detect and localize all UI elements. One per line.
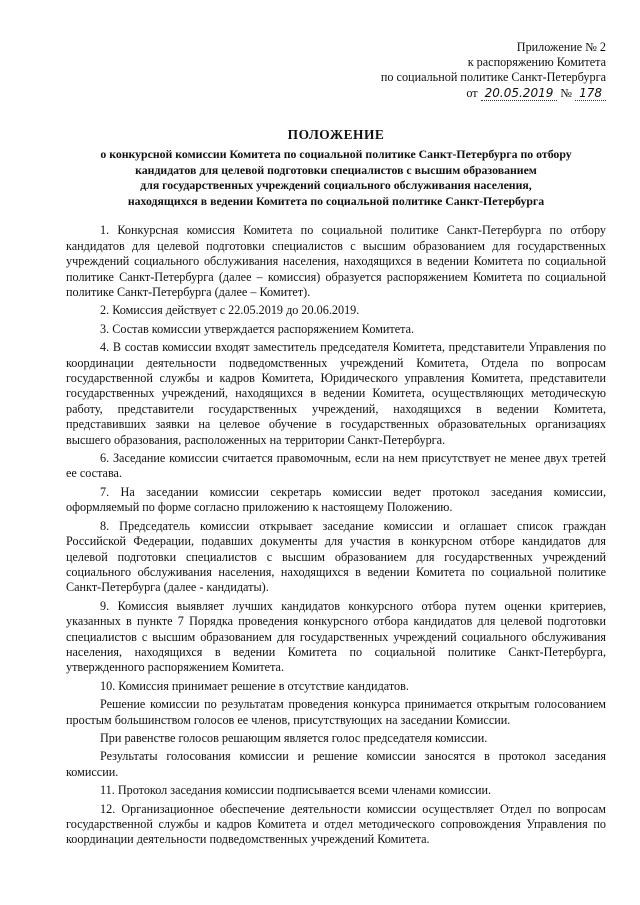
paragraph-1: 1. Конкурсная комиссия Комитета по социальной политике Санкт-Петербурга по отбору кандидатов для целевой подготовки специалистов с высшим образованием для государственных учреждений социального обслуживания населения, находящихся в ведении Комитета по социальной политике Санкт-Петербурга (далее – комиссия) образуется распоряжением Комитета по социальной политике Санкт-Петербурга (далее – Комитет).: [66, 223, 606, 299]
paragraph-7: 7. На заседании комиссии секретарь комиссии ведет протокол заседания комиссии, оформляемый по форме согласно приложению к настоящему Положению.: [66, 484, 606, 515]
annex-line-2: к распоряжению Комитета: [467, 55, 606, 69]
paragraph-9: 9. Комиссия выявляет лучших кандидатов конкурсного отбора путем оценки критериев, указанных в пункте 7 Порядка проведения конкурсного отбора кандидатов для целевой подготовки специалистов с высшим образованием для государственных учреждений социального обслуживания населения, находящихся в ведении Комитета по социальной политике Санкт-Петербурга, утвержденного распоряжением Комитета.: [66, 598, 606, 675]
paragraph-tie: При равенстве голосов решающим является голос председателя комиссии.: [100, 730, 488, 745]
handwritten-number: 178: [575, 86, 606, 101]
document-title: ПОЛОЖЕНИЕ: [287, 127, 385, 142]
annex-line-3: по социальной политике Санкт-Петербурга: [380, 70, 606, 84]
paragraph-6: 6. Заседание комиссии считается правомочным, если на нем присутствует не менее двух третей ее состава.: [66, 451, 606, 481]
document-body: [66, 223, 606, 847]
date-prefix: от: [466, 86, 478, 100]
number-prefix: №: [560, 86, 573, 100]
paragraph-12: 12. Организационное обеспечение деятельности комиссии осуществляет Отдел по вопросам государственной службы и кадров Комитета и отдел методического сопровождения Управления по координации деятельности подведомственных учреждений Комитета.: [66, 801, 606, 847]
paragraph-2: 2. Комиссия действует с 22.05.2019 до 20.06.2019.: [100, 303, 360, 318]
handwritten-date: 20.05.2019: [481, 86, 558, 101]
paragraph-8: 8. Председатель комиссии открывает заседание комиссии и оглашает список граждан Российской Федерации, подавших документы для участия в конкурсном отборе кандидатов для целевой подготовки специалистов с высшим образованием для государственных учреждений социального обслуживания населения, находящихся в ведении Комитета по социальной политике Санкт-Петербурга (далее - кандидаты).: [66, 518, 606, 595]
paragraph-3: 3. Состав комиссии утверждается распоряжением Комитета.: [100, 321, 415, 336]
document-subtitle: [66, 147, 606, 209]
paragraph-4: 4. В состав комиссии входят заместитель председателя Комитета, представители Управления по координации деятельности подведомственных учреждений Комитета, Отдела по вопросам государственной службы и кадров Комитета, Юридического управления Комитета, представители государственных учреждений, находящихся в ведении Комитета, осуществляющих методическую работу, представители государственных учреждений, находящихся в ведении Комитета, представивших заявки на целевое обучение в государственных образовательных организациях высшего образования, расположенных на территории Санкт-Петербурга.: [66, 340, 606, 447]
subtitle-line: о конкурсной комиссии Комитета по социальной политике Санкт-Петербурга по отбору: [100, 147, 572, 161]
annex-date-line: [66, 86, 606, 101]
paragraph-results: Результаты голосования комиссии и решение комиссии заносятся в протокол заседания комиссии.: [66, 749, 606, 779]
paragraph-10: 10. Комиссия принимает решение в отсутствие кандидатов.: [100, 678, 409, 693]
annex-header: [66, 40, 606, 101]
subtitle-line: для государственных учреждений социального обслуживания населения,: [140, 178, 532, 193]
paragraph-decision: Решение комиссии по результатам проведения конкурса принимается открытым голосованием простым большинством голосов ее членов, присутствующих на заседании Комиссии.: [66, 697, 606, 727]
subtitle-line: находящихся в ведении Комитета по социальной политике Санкт-Петербурга: [127, 193, 545, 208]
subtitle-line: кандидатов для целевой подготовки специалистов с высшим образованием: [135, 162, 537, 177]
annex-line-1: Приложение № 2: [516, 40, 606, 54]
paragraph-11: 11. Протокол заседания комиссии подписывается всеми членами комиссии.: [100, 783, 492, 798]
